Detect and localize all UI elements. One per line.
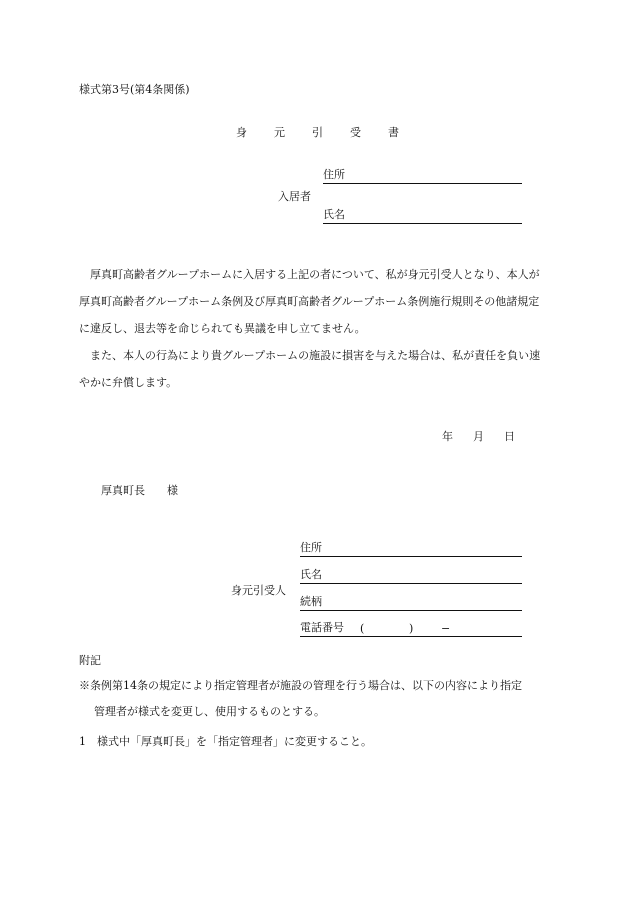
- appendix-note: [79, 673, 554, 725]
- guarantor-relation-label: 続柄: [300, 595, 322, 608]
- date-line: [442, 428, 515, 444]
- resident-name-label: 氏名: [323, 208, 345, 221]
- body-paragraph-2: また、本人の行為により貴グループホームの施設に損害を与えた場合は、私が責任を負い速やかに弁償します。: [79, 349, 541, 389]
- title-char: 引: [312, 126, 323, 139]
- guarantor-address-field[interactable]: [300, 542, 522, 557]
- guarantor-relation-field[interactable]: [300, 596, 522, 611]
- appendix-note-line-1: ※条例第14条の規定により指定管理者が施設の管理を行う場合は、以下の内容により指定: [79, 679, 522, 692]
- appendix-item-1: 1 様式中「厚真町長」を「指定管理者」に変更すること。: [79, 735, 372, 748]
- date-day: 日: [504, 430, 515, 443]
- guarantor-phone-field[interactable]: [300, 622, 522, 637]
- form-number: 様式第3号(第4条関係): [79, 83, 190, 96]
- appendix-note-line-2: 管理者が様式を変更し、使用するものとする。: [94, 705, 325, 718]
- date-month: 月: [473, 430, 484, 443]
- document-title: [236, 124, 399, 140]
- title-char: 元: [274, 126, 285, 139]
- title-char: 身: [236, 126, 247, 139]
- resident-label: 入居者: [278, 190, 311, 203]
- body-paragraph-1: 厚真町高齢者グループホームに入居する上記の者について、私が身元引受人となり、本人が厚真町高齢者グループホーム条例及び厚真町高齢者グループホーム条例施行規則その他諸規定に違反し、退去等を命じられても異議を申し立てません。: [79, 268, 540, 335]
- guarantor-address-label: 住所: [300, 541, 322, 554]
- title-char: 受: [350, 126, 361, 139]
- title-char: 書: [388, 126, 399, 139]
- date-year: 年: [442, 430, 453, 443]
- guarantor-name-label: 氏名: [300, 568, 322, 581]
- resident-address-field[interactable]: [323, 169, 522, 184]
- phone-dash: −: [441, 622, 451, 635]
- resident-name-field[interactable]: [323, 209, 522, 224]
- addressee-name: 厚真町長: [101, 484, 145, 497]
- appendix-heading: 附記: [79, 654, 101, 667]
- addressee: [101, 482, 178, 498]
- addressee-honorific: 様: [167, 484, 178, 497]
- guarantor-phone-label: 電話番号: [300, 621, 344, 634]
- guarantor-name-field[interactable]: [300, 569, 522, 584]
- phone-paren-open: (: [360, 622, 365, 635]
- resident-address-label: 住所: [323, 168, 345, 181]
- phone-paren-close: ): [409, 622, 414, 635]
- guarantor-label: 身元引受人: [231, 584, 286, 597]
